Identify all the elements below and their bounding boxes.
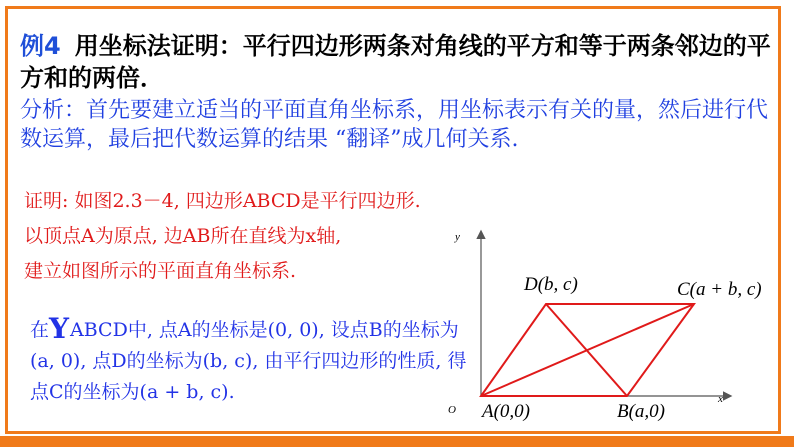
point-d-label: D(b, c)	[524, 274, 578, 295]
proof-coordinates: 在YABCD中, 点A的坐标是(0, 0), 设点B的坐标为(a, 0), 点D的坐标为(b, c), 由平行四边形的性质, 得点C的坐标为(a + b, c).	[30, 312, 467, 403]
example-heading	[20, 30, 775, 94]
y-axis-label: y	[455, 231, 460, 243]
diagonal-bd	[546, 304, 627, 396]
proof-coordinates-text: ABCD中, 点A的坐标是(0, 0), 设点B的坐标为(a, 0), 点D的坐标为(b, c), 由平行四边形的性质, 得点C的坐标为(a + b, c).	[30, 319, 467, 403]
point-c-label: C(a + b, c)	[677, 279, 762, 300]
x-axis-label: x	[718, 393, 723, 405]
analysis-text: 分析：首先要建立适当的平面直角坐标系，用坐标表示有关的量，然后进行代数运算，最后把代数运算的结果 “翻译”成几何关系.	[20, 98, 769, 152]
bottom-bar	[0, 436, 794, 447]
point-b-label: B(a,0)	[617, 401, 666, 422]
example-statement: 用坐标法证明：平行四边形两条对角线的平方和等于两条邻边的平方和的两倍．	[20, 32, 771, 92]
point-a-label: A(0,0)	[482, 401, 531, 422]
proof-line-2: 以顶点A为原点, 边AB所在直线为x轴,	[24, 225, 342, 247]
parallelogram-symbol: Y	[49, 312, 70, 345]
example-number: 例4	[20, 32, 61, 60]
parallelogram-diagram	[440, 220, 780, 425]
origin-label: O	[448, 404, 456, 416]
proof-setup	[24, 184, 444, 289]
proof-line-3: 建立如图所示的平面直角坐标系.	[24, 260, 297, 282]
proof-line-1: 证明: 如图2.3－4, 四边形ABCD是平行四边形.	[24, 190, 421, 212]
